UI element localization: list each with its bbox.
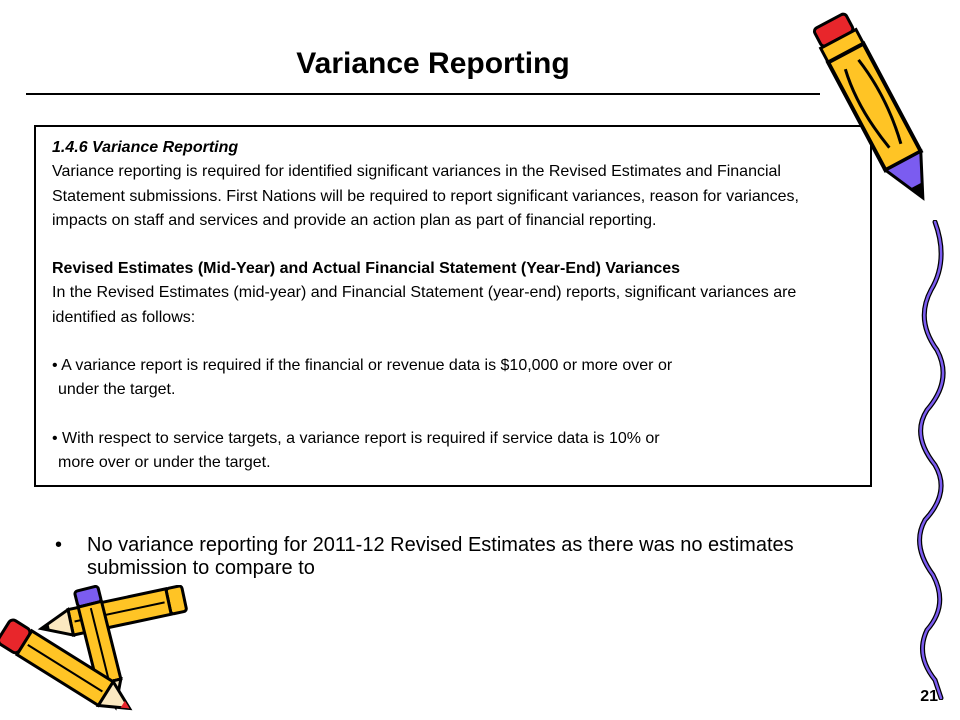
policy-subheading: Revised Estimates (Mid-Year) and Actual Financial Statement (Year-End) Variances — [52, 260, 681, 278]
pencils-icon — [0, 585, 195, 715]
policy-bullet-line: • A variance report is required if the financial or revenue data is $10,000 or more over or — [52, 357, 673, 375]
squiggle-line-icon — [905, 220, 960, 700]
policy-bullet-line: • With respect to service targets, a variance report is required if service data is 10% or — [52, 429, 660, 447]
page-number: 21 — [920, 688, 938, 705]
main-bullet-item — [55, 534, 855, 580]
main-bullet-text: No variance reporting for 2011-12 Revised Estimates as there was no estimates submission to compare to — [87, 534, 794, 579]
pencil-icon — [800, 0, 950, 225]
spacer — [52, 330, 856, 354]
spacer — [52, 233, 856, 257]
policy-intro-text: Variance reporting is required for identified significant variances in the Revised Estimates and Financial Statement submissions. First Nations will be required to report significant variances, reason for variances, impacts on staff and services and provide an action plan as part of financial reporting. — [52, 163, 799, 229]
policy-excerpt-box — [34, 125, 872, 487]
spacer — [52, 403, 856, 427]
policy-heading: 1.4.6 Variance Reporting — [52, 139, 239, 156]
policy-bullet-line: more over or under the target. — [58, 453, 271, 471]
policy-bullet-item — [52, 427, 856, 476]
title-underline — [26, 93, 820, 95]
bullet-dot: • — [55, 534, 63, 556]
slide-title: Variance Reporting — [296, 47, 570, 80]
policy-subintro-text: In the Revised Estimates (mid-year) and Financial Statement (year-end) reports, significant variances are identified as follows: — [52, 284, 797, 326]
policy-bullet-line: under the target. — [58, 381, 176, 399]
policy-bullet-item — [52, 354, 856, 403]
